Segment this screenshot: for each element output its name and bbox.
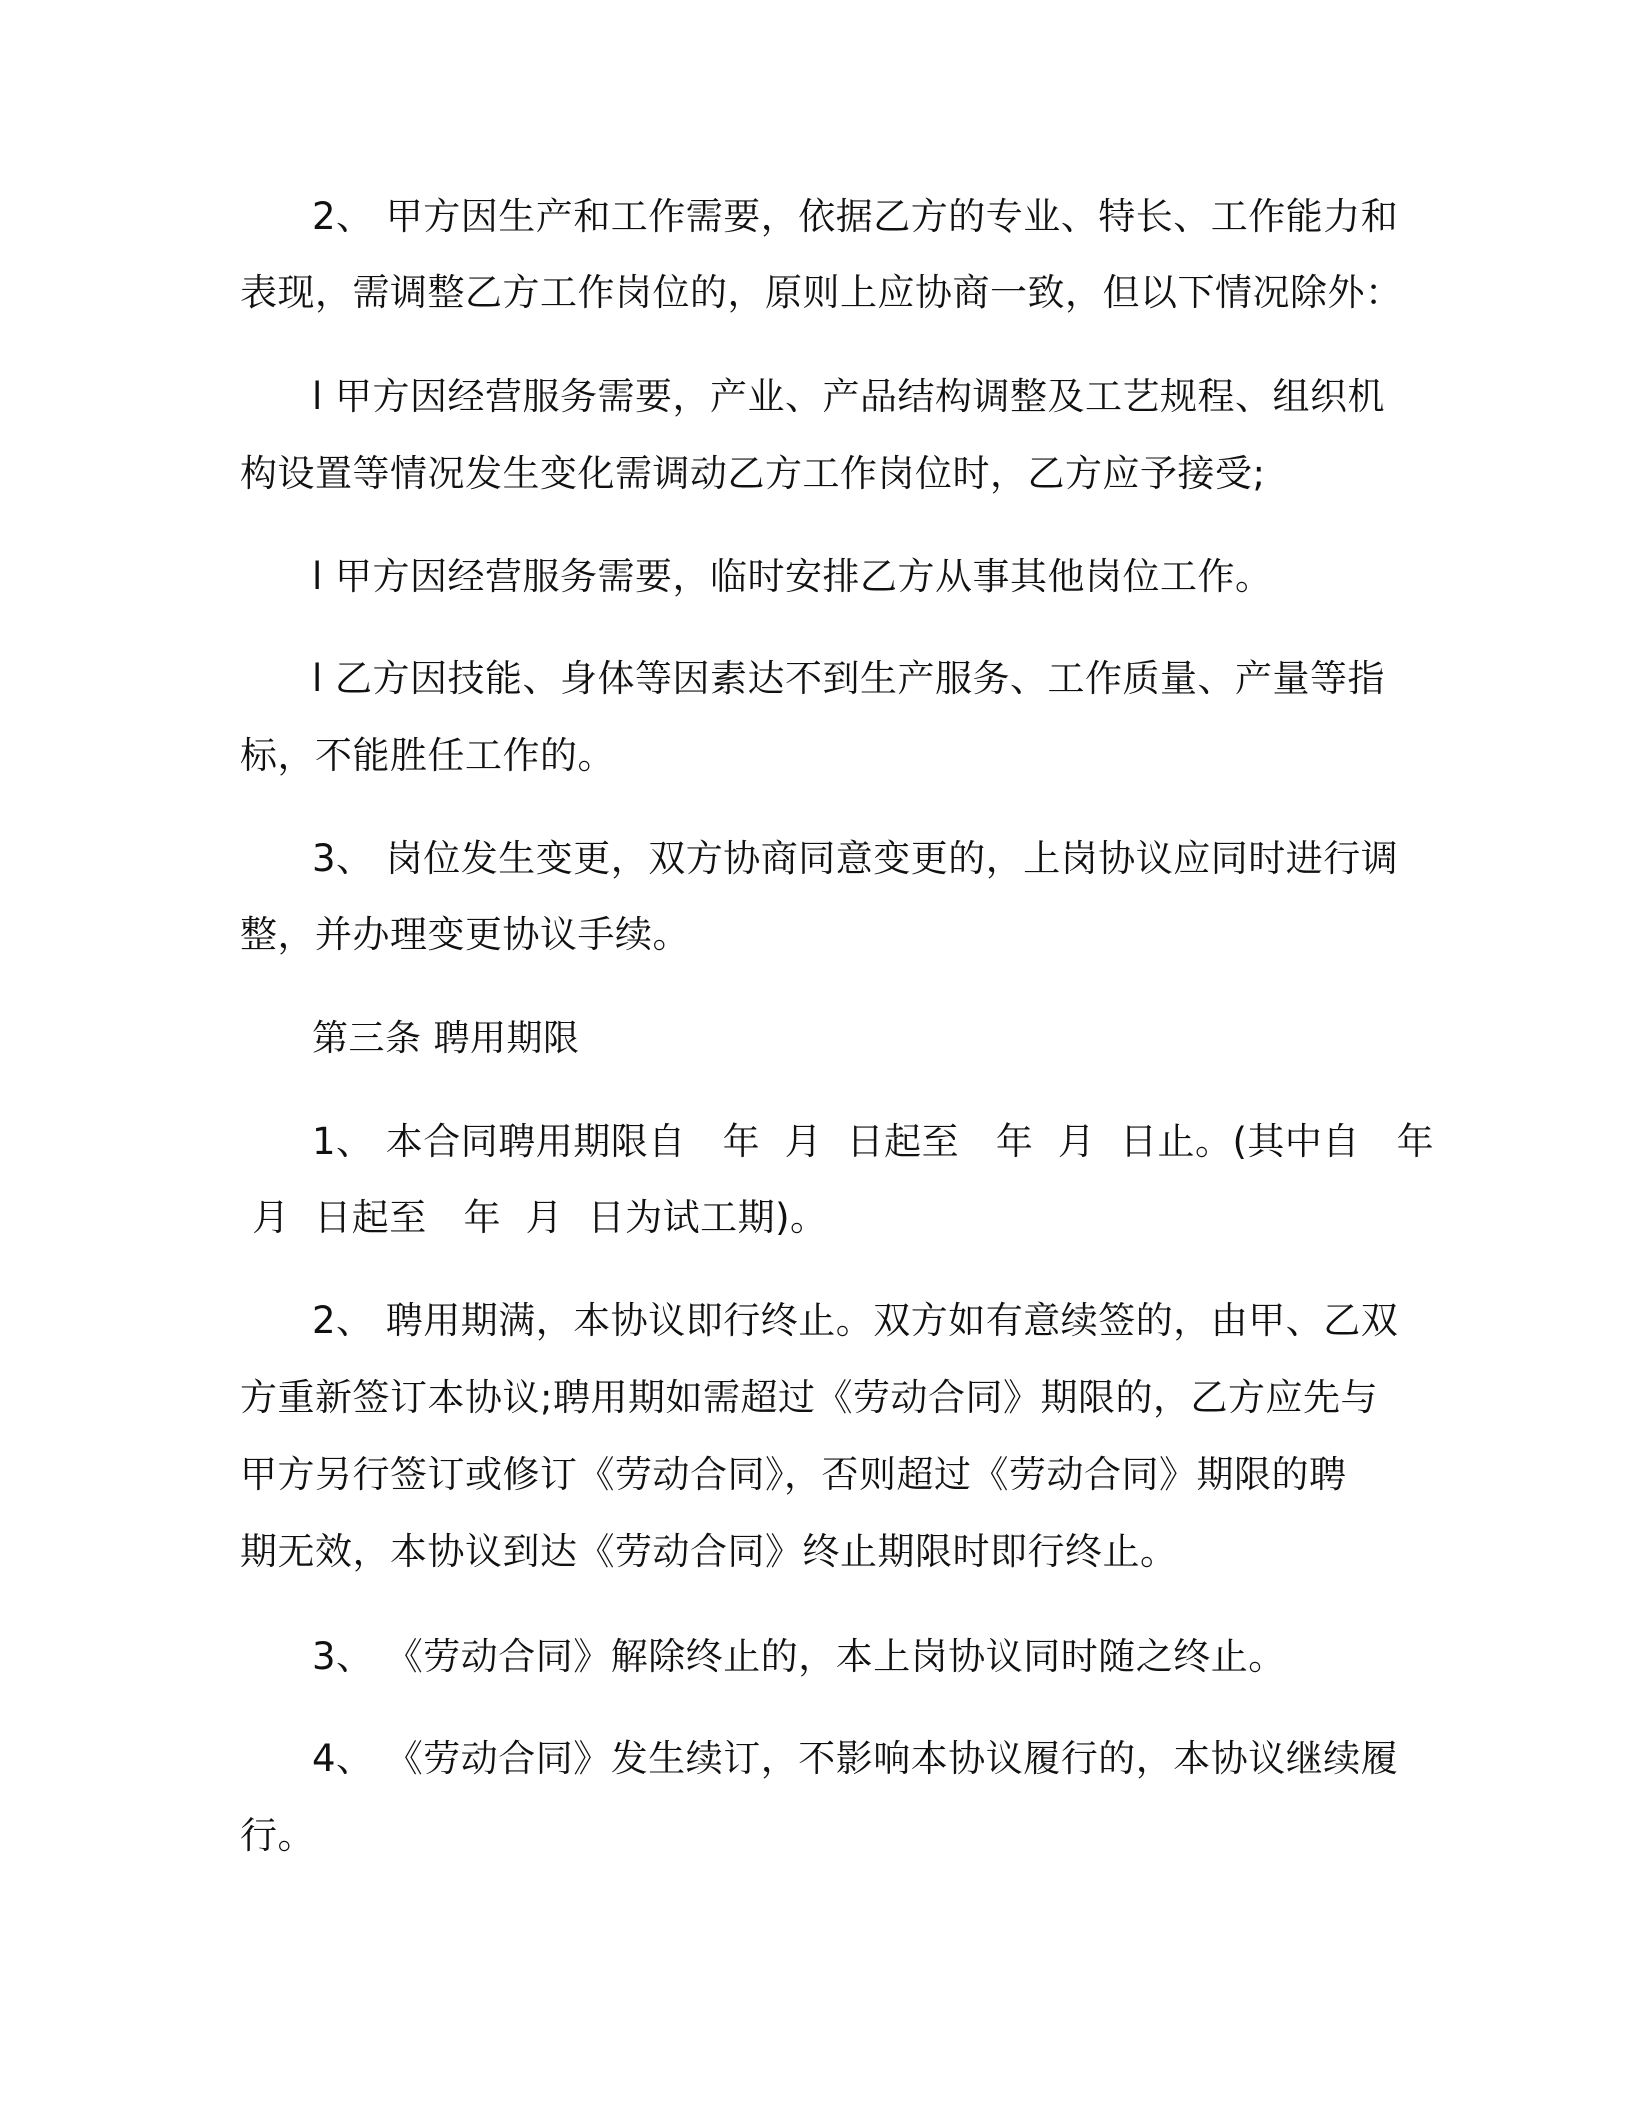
paragraph-1-line-2: 表现，需调整乙方工作岗位的，原则上应协商一致，但以下情况除外： <box>240 271 1403 314</box>
paragraph-7-line-4: 期无效，本协议到达《劳动合同》终止期限时即行终止。 <box>240 1530 1178 1573</box>
paragraph-9-line-2: 行。 <box>240 1814 315 1857</box>
paragraph-7-line-3: 甲方另行签订或修订《劳动合同》，否则超过《劳动合同》期限的聘 <box>240 1453 1347 1496</box>
paragraph-6-line-2: 月 日起至 年 月 日为试工期)。 <box>240 1196 828 1239</box>
paragraph-5-line-1: 3、 岗位发生变更，双方协商同意变更的，上岗协议应同时进行调 <box>312 837 1399 880</box>
paragraph-7-line-2: 方重新签订本协议;聘用期如需超过《劳动合同》期限的，乙方应先与 <box>240 1376 1378 1419</box>
paragraph-5-line-2: 整，并办理变更协议手续。 <box>240 913 690 956</box>
paragraph-1-line-1: 2、 甲方因生产和工作需要，依据乙方的专业、特长、工作能力和 <box>312 195 1399 238</box>
paragraph-4-line-1: l 乙方因技能、身体等因素达不到生产服务、工作质量、产量等指 <box>312 657 1386 700</box>
paragraph-3-line-1: l 甲方因经营服务需要，临时安排乙方从事其他岗位工作。 <box>312 555 1273 598</box>
paragraph-4-line-2: 标，不能胜任工作的。 <box>240 734 615 777</box>
paragraph-8-line-1: 3、 《劳动合同》解除终止的，本上岗协议同时随之终止。 <box>312 1635 1286 1678</box>
paragraph-9-line-1: 4、 《劳动合同》发生续订，不影响本协议履行的，本协议继续履 <box>312 1737 1399 1780</box>
paragraph-2-line-2: 构设置等情况发生变化需调动乙方工作岗位时，乙方应予接受; <box>240 452 1266 495</box>
section-heading: 第三条 聘用期限 <box>312 1018 580 1059</box>
paragraph-2-line-1: l 甲方因经营服务需要，产业、产品结构调整及工艺规程、组织机 <box>312 375 1386 418</box>
paragraph-7-line-1: 2、 聘用期满，本协议即行终止。双方如有意续签的，由甲、乙双 <box>312 1299 1399 1342</box>
paragraph-6-line-1: 1、 本合同聘用期限自 年 月 日起至 年 月 日止。(其中自 年 <box>312 1120 1435 1163</box>
